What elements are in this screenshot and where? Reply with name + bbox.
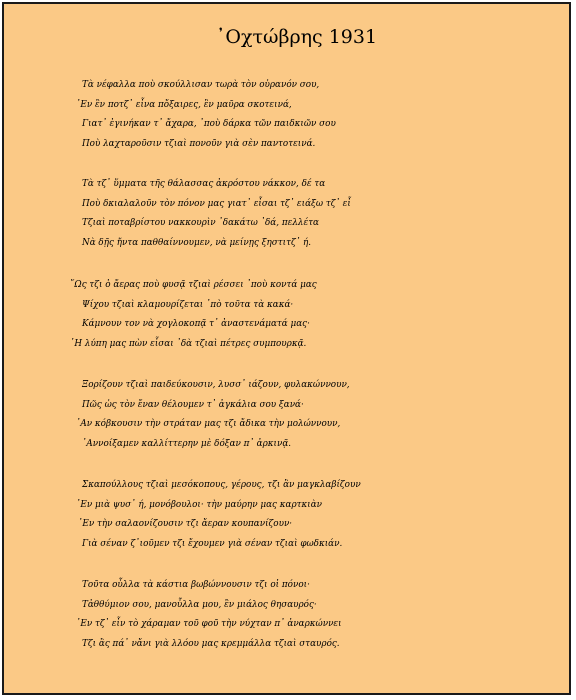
poem-line: Ποὺ λαχταροῦσιν τζιαὶ πονοῦν γιὰ σὲν παντοτεινά. <box>82 138 316 149</box>
poem-line: ῞Ως τζι ὁ ἄερας ποὺ φυσᾷ τζιαὶ ρέσσει ᾿ποὺ κοντά μας <box>70 280 317 290</box>
poem-page <box>2 2 571 695</box>
poem-line: Ποὺ δκιαλαλοῦν τὸν πόνον μας γιατ᾿ εἶσαι τζ᾿ ειάξω τζ᾿ εἶ <box>82 198 351 209</box>
stanza-3 <box>70 276 571 354</box>
poem-line: Σκαπούλλους τζιαὶ μεσόκοπους, γέρους, τζι ἂν μαγκλαβίζουν <box>82 480 361 490</box>
stanza-6 <box>76 576 571 654</box>
stanza-1 <box>76 76 571 154</box>
poem-line: Νὰ δῇς ἤντα παθθαίννουμεν, νὰ μείνῃς ξηστιτζ᾿ ή. <box>82 237 312 248</box>
poem-line: Ξορίζουν τζιαὶ παιδεύκουσιν, λυσσ᾿ ιάζουν, φυλακώννουν, <box>82 380 350 390</box>
poem-line: Τζι ἂς πά᾿ νἄνι γιὰ λλόου μας κρεμμάλλα τζιαὶ σταυρός. <box>82 638 340 649</box>
poem-line: ᾿Εν μιὰ ψυσ᾿ ή, μονόβουλοι· τὴν μαύρην μας καρτκιὰν <box>76 499 322 510</box>
poem-line: ᾿Αννοίξαμεν καλλίττερην μὲ δόξαν π᾿ ἀρκινᾷ. <box>82 438 292 449</box>
stanza-4 <box>76 376 571 454</box>
stanza-5 <box>76 476 571 554</box>
poem-title: ᾿Οχτώβρης 1931 <box>215 26 378 48</box>
poem-line: Τζιαὶ ποταβρίστου νακκουρὶν ᾿δακάτω ᾿δά, πελλέτα <box>82 218 319 229</box>
poem-line: Τὰ νέφαλλα ποὺ σκούλλισαν τωρὰ τὸν οὐρανόν σου, <box>82 80 320 90</box>
poem-line: Πῶς ὡς τὸν ἔναν θέλουμεν τ᾿ ἀγκάλια σου ξανά· <box>82 399 304 410</box>
poem-line: Κάμνουν τον νὰ χογλοκοπᾷ τ᾿ ἀναστενάματά μας· <box>82 319 310 330</box>
poem-line: Γιατ᾿ ἐγινήκαν τ᾿ ἄχαρα, ᾿ποὺ δάρκα τῶν παιδκιῶν σου <box>82 119 336 130</box>
poem-line: ᾿Αν κόβκουσιν τὴν στράταν μας τζι ἄδικα τὴν μολώννουν, <box>76 419 341 430</box>
poem-line: Τἀθθύμιον σου, μανοὖλλα μου, ἒν μιάλος θησαυρός· <box>82 599 317 610</box>
poem-line: Ψίχου τζιαὶ κλαμουρίζεται ᾿πὸ τοῦτα τὰ κακά· <box>82 299 294 310</box>
stanza-2 <box>82 175 571 253</box>
poem-line: ᾿Εν ἒν ποτζ᾿ εἶνα πὄξαιρες, ἒν μαῦρα σκοτεινά, <box>76 99 292 110</box>
poem-line: Τὰ τζ᾿ ὕμματα τῆς θάλασσας ἀκρόστου νάκκον, δέ τα <box>82 179 326 189</box>
poem-line: ῾Η λύπη μας πὼν εἶσαι ᾿δὰ τζιαὶ πέτρες συμπουρκᾷ. <box>70 338 307 349</box>
poem-line: ᾿Εν τζ᾿ εἶν τὸ χάραμαν τοῦ φοῦ τὴν νύχταν π᾿ ἀναρκώννει <box>76 619 342 630</box>
poem-line: ᾿Εν τὴν σαλαονίζουσιν τζι ἄεραν κουπανίζουν· <box>78 519 293 530</box>
poem-line: Γιὰ σέναν ζ᾿ιοῦμεν τζι ἔχουμεν γιὰ σέναν τζιαὶ φωδκιάν. <box>82 538 343 549</box>
poem-line: Τοῦτα οὖλλα τὰ κάστια βωβώννουσιν τζι οἱ πόνοι· <box>82 580 310 590</box>
